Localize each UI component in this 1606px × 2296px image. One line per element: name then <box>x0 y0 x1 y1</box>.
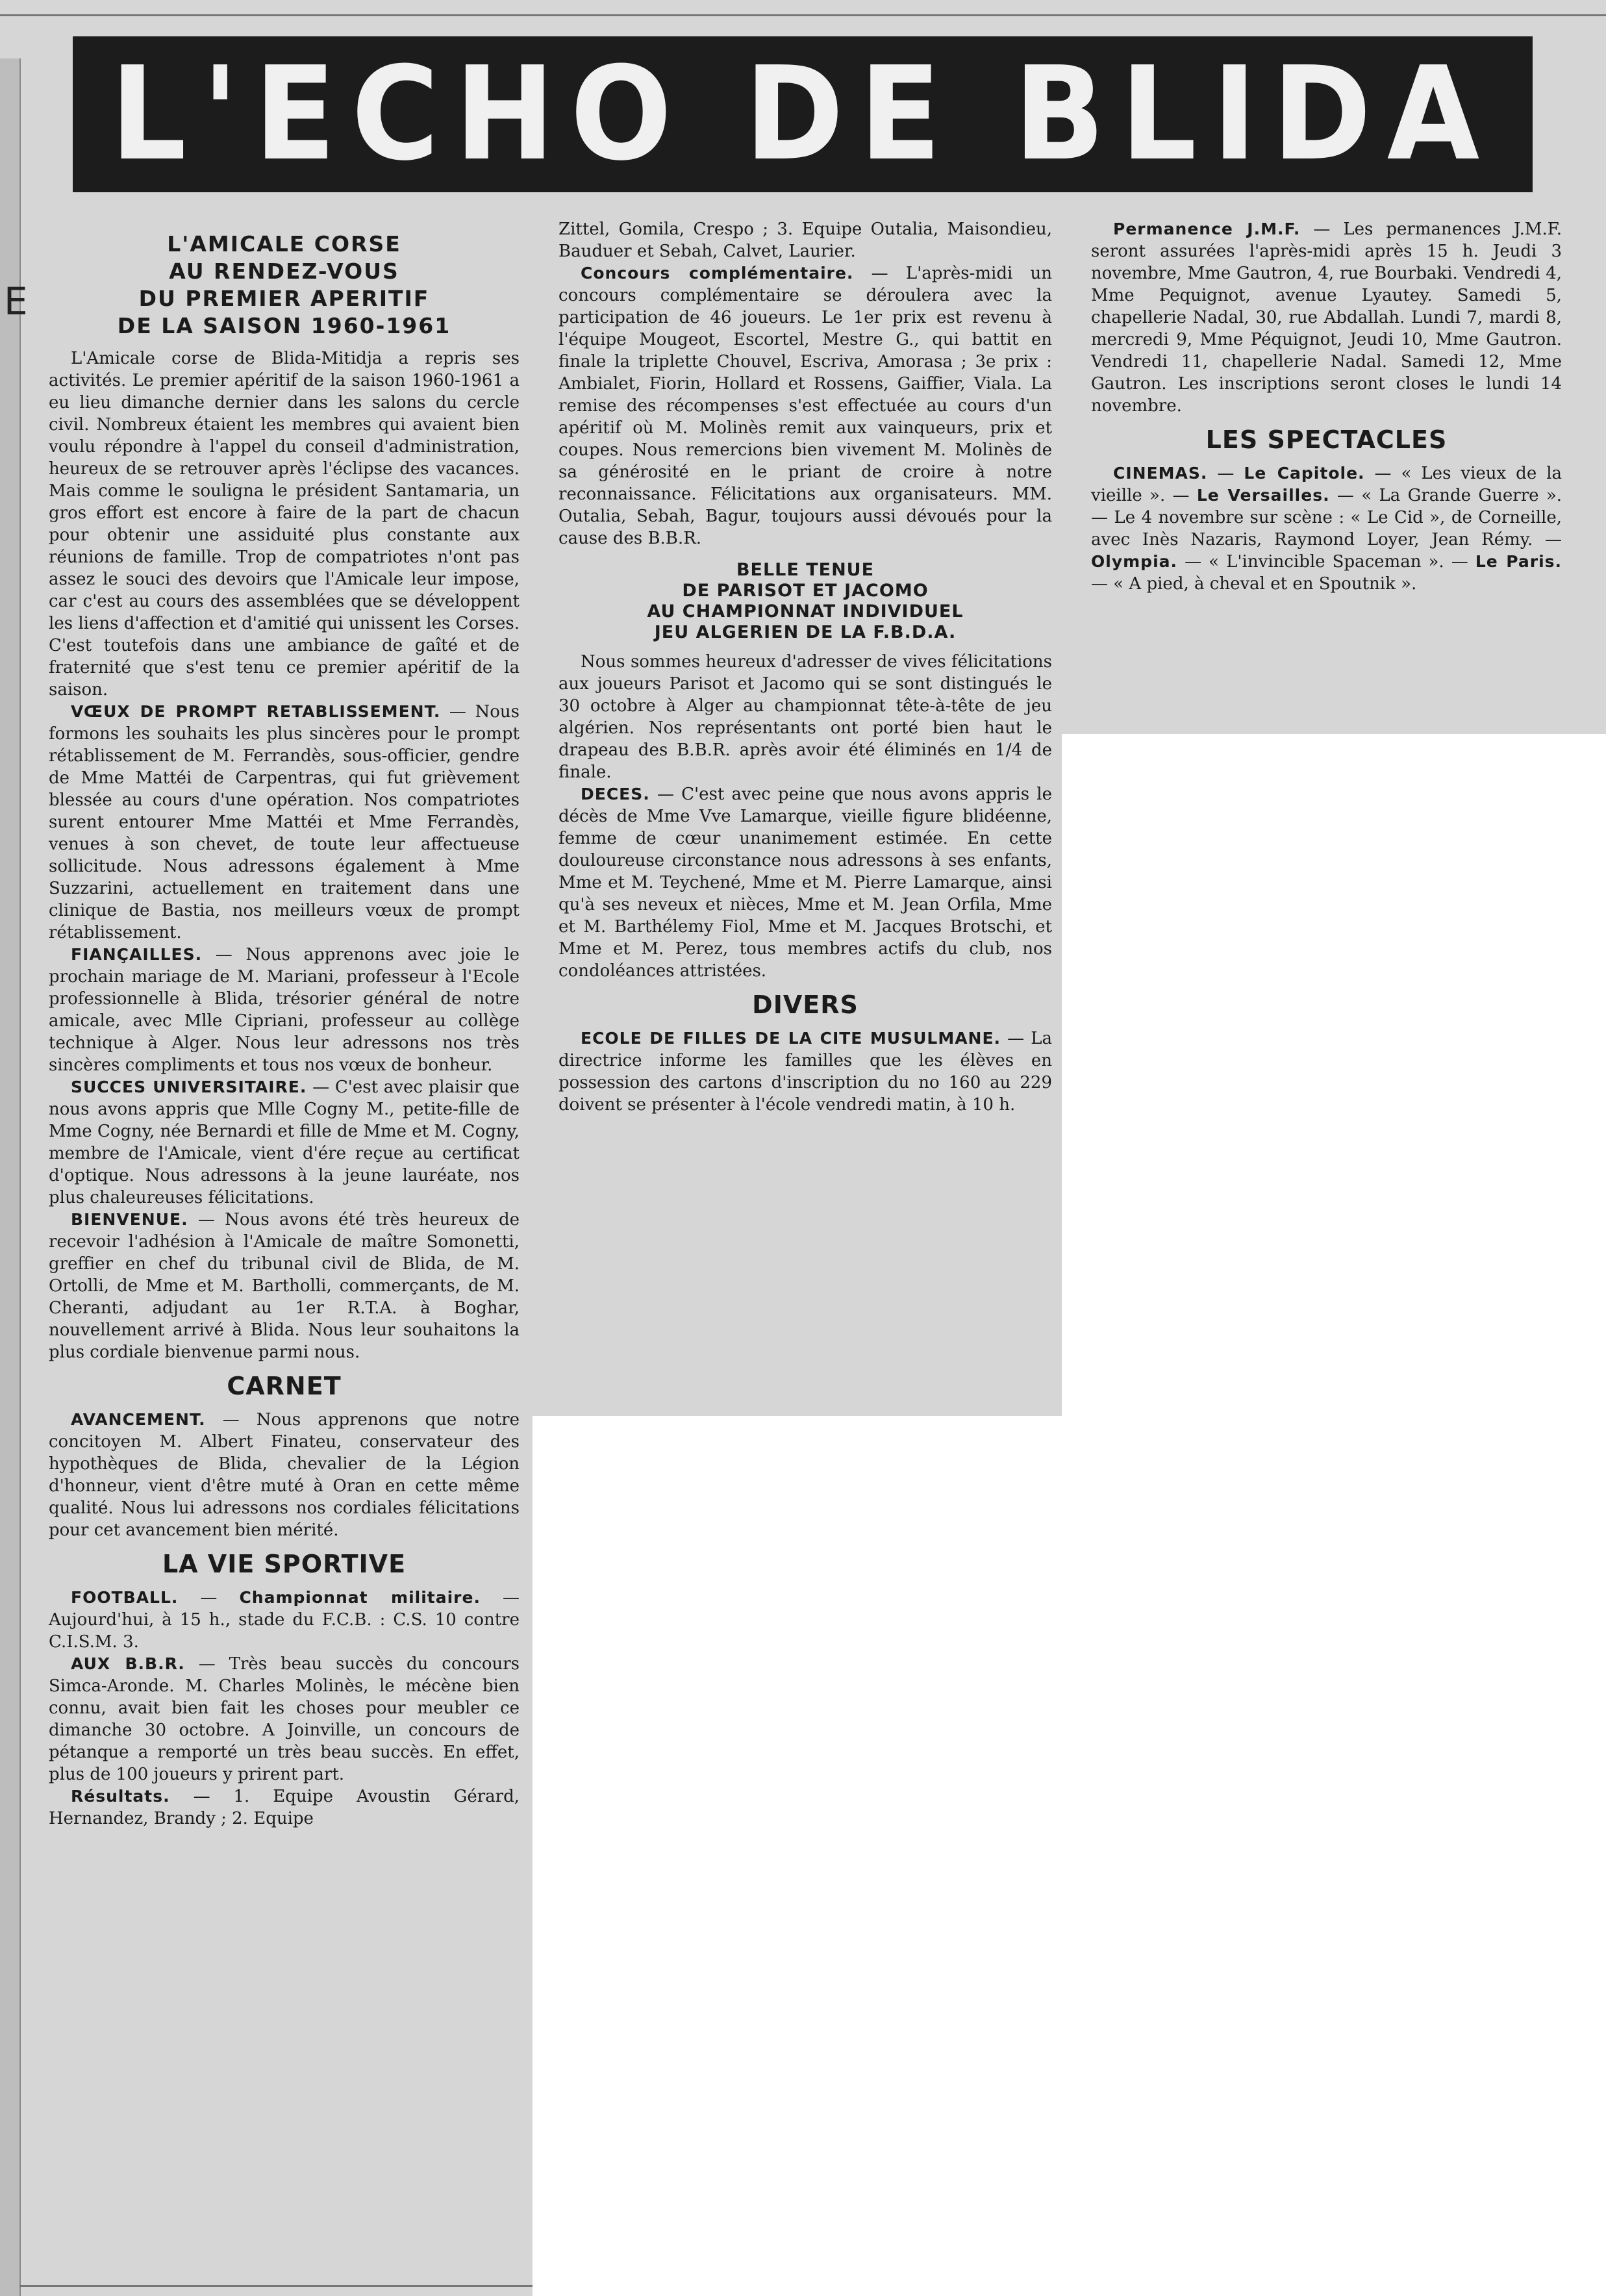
paragraph-concours: Concours complémentaire. — L'après-midi un concours complémentaire se déroulera avec la participation de 46 joueurs. Le 1er prix est revenu à l'équipe Mougeot, Escortel, Mestre G., qui battit en finale la triplette Chouvel, Escriva, Amorasa ; 3e prix : Ambialet, Fiorin, Hollard et Rossens, Gaiffier, Viala. La remise des récompenses s'est effectuée au cours d'un apéritif où M. Molinès remit aux vainqueurs, prix et coupes. Nous remercions bien vivement M. Molinès de sa générosité en le priant de croire à notre reconnaissance. Félicitations aux organisateurs. MM. Outalia, Sebah, Bagur, toujours aussi dévoués pour la cause des B.B.R. <box>558 264 1052 548</box>
section-heading-sport: LA VIE SPORTIVE <box>162 1550 407 1578</box>
left-page-edge <box>0 58 28 2296</box>
paragraph-voeux: VŒUX DE PROMPT RETABLISSEMENT. — Nous formons les souhaits les plus sincères pour le prompt rétablissement de M. Ferrandès, sous-officier, gendre de Mme Mattéi de Carpentras, qui fut grièvement blessée au cours d'une opération. Nos compatriotes surent entourer Mme Mattéi et Mme Ferrandès, venues à son chevet, de toute leur affectueuse sollicitude. Nous adressons également à Mme Suzzarini, actuellement en traitement dans une clinique de Bastia, nos meilleurs vœux de prompt rétablissement. <box>49 702 520 942</box>
section-heading-divers: DIVERS <box>752 990 859 1019</box>
continued-results: Zittel, Gomila, Crespo ; 3. Equipe Outalia, Maisondieu, Bauduer et Sebah, Calvet, Laurier. <box>558 220 1052 261</box>
article-body: Nous sommes heureux d'adresser de vives félicitations aux joueurs Parisot et Jacomo qui se sont distingués le 30 octobre à Alger au championnat tête-à-tête de jeu algérien. Nos représentants ont porté bien haut le drapeau des B.B.R. après avoir été éliminés en 1/4 de finale. <box>558 652 1052 782</box>
paragraph-avancement: AVANCEMENT. — Nous apprenons que notre concitoyen M. Albert Finateu, conservateur des hypothèques de Blida, chevalier de la Légion d'honneur, vient d'être muté à Oran en cette même qualité. Nous lui adressons nos cordiales félicitations pour cet avancement bien mérité. <box>49 1410 520 1540</box>
section-heading-carnet: CARNET <box>227 1372 342 1400</box>
section-heading-spectacles: LES SPECTACLES <box>1205 425 1448 454</box>
article-body: L'Amicale corse de Blida-Mitidja a repris ses activités. Le premier apéritif de la saison 1960-1961 a eu lieu dimanche dernier dans les salons du cercle civil. Nombreux étaient les membres qui avaient bien voulu répondre à l'appel du conseil d'administration, heureux de se retrouver après l'éclipse des vacances. Mais comme le souligna le président Santamaria, un gros effort est encore à faire de la part de chacun pour obtenir une assiduité plus constante aux réunions de famille. Trop de compatriotes n'ont pas assez le souci des devoirs que l'Amicale leur impose, car c'est au cours des assemblées que se développent les liens d'affection et d'amitié qui unissent les Corses. C'est toutefois dans une ambiance de gaîté et de fraternité que s'est tenu ce premier apéritif de la saison. <box>49 349 520 700</box>
paragraph-bbr: AUX B.B.R. — Très beau succès du concours Simca-Aronde. M. Charles Molinès, le mécène bien connu, avait bien fait les choses pour meubler ce dimanche 30 octobre. A Joinville, un concours de pétanque a remporté un très beau succès. En effet, plus de 100 joueurs y prirent part. <box>49 1654 520 1784</box>
column-2 <box>558 218 1052 1116</box>
article-headline-amicale: L'AMICALE CORSE AU RENDEZ-VOUS DU PREMIER APERITIF DE LA SAISON 1960-1961 <box>117 231 451 338</box>
paragraph-bienvenue: BIENVENUE. — Nous avons été très heureux de recevoir l'adhésion à l'Amicale de maître Somonetti, greffier en chef du tribunal civil de Blida, de M. Ortolli, de Mme et M. Bartholli, commerçants, de M. Cheranti, adjudant au 1er R.T.A. à Boghar, nouvellement arrivé à Blida. Nous leur souhaitons la plus cordiale bienvenue parmi nous. <box>49 1210 520 1362</box>
article-headline-belle-tenue: BELLE TENUE DE PARISOT ET JACOMO AU CHAMPIONNAT INDIVIDUEL JEU ALGERIEN DE LA F.B.D.A. <box>647 560 964 642</box>
bottom-rule <box>19 2285 533 2287</box>
paragraph-cinemas: CINEMAS. — Le Capitole. — « Les vieux de la vieille ». — Le Versailles. — « La Grande Guerre ». — Le 4 novembre sur scène : « Le Cid », de Corneille, avec Inès Nazaris, Raymond Loyer, Jean Rémy. — Olympia. — « L'invincible Spaceman ». — Le Paris. — « A pied, à cheval et en Spoutnik ». <box>1091 464 1562 594</box>
column-1 <box>49 231 520 1830</box>
masthead-title: L'ECHO DE BLIDA <box>110 39 1496 190</box>
masthead-banner <box>73 36 1533 192</box>
paragraph-deces: DECES. — C'est avec peine que nous avons appris le décès de Mme Vve Lamarque, vieille figure blidéenne, femme de cœur unanimement estimée. En cette douloureuse circonstance nous adressons à ses enfants, Mme et M. Teychené, Mme et M. Pierre Lamarque, ainsi qu'à ses neveux et nièces, Mme et M. Jean Orfila, Mme et M. Barthélemy Fiol, Mme et M. Jacques Brotschi, et Mme et M. Perez, tous membres actifs du club, nos condoléances attristées. <box>558 785 1052 981</box>
paragraph-succes: SUCCES UNIVERSITAIRE. — C'est avec plaisir que nous avons appris que Mlle Cogny M., petite-fille de Mme Cogny, née Bernardi et fille de Mme et M. Cogny, membre de l'Amicale, vient d'ére reçue au certificat d'optique. Nous adressons à la jeune lauréate, nos plus chaleureuses félicitations. <box>49 1078 520 1207</box>
paragraph-ecole: ECOLE DE FILLES DE LA CITE MUSULMANE. — La directrice informe les familles que les élèves en possession des cartons d'inscription du no 160 au 229 doivent se présenter à l'école vendredi matin, à 10 h. <box>558 1029 1052 1115</box>
paragraph-permanence: Permanence J.M.F. — Les permanences J.M.F. seront assurées l'après-midi après 15 h. Jeudi 3 novembre, Mme Gautron, 4, rue Bourbaki. Vendredi 4, Mme Pequignot, avenue Lyautey. Samedi 5, chapellerie Nadal, 30, rue Abdallah. Lundi 7, mardi 8, mercredi 9, Mme Péquignot, Jeudi 10, Mme Gautron. Vendredi 11, chapellerie Nadal. Samedi 12, Mme Gautron. Les inscriptions seront closes le lundi 14 novembre. <box>1091 220 1562 416</box>
top-rule <box>0 14 1606 16</box>
margin-fragment: E <box>4 279 28 323</box>
column-3 <box>1091 218 1562 595</box>
paragraph-fiancailles: FIANÇAILLES. — Nous apprenons avec joie le prochain mariage de M. Mariani, professeur à l'Ecole professionnelle à Blida, trésorier général de notre amicale, avec Mlle Cipriani, professeur au collège technique à Alger. Nous leur adressons nos très sincères compliments et tous nos vœux de bonheur. <box>49 945 520 1075</box>
paragraph-football: FOOTBALL. — Championnat militaire. — Aujourd'hui, à 15 h., stade du F.C.B. : C.S. 10 contre C.I.S.M. 3. <box>49 1588 520 1652</box>
paragraph-resultats: Résultats. — 1. Equipe Avoustin Gérard, Hernandez, Brandy ; 2. Equipe <box>49 1787 520 1828</box>
